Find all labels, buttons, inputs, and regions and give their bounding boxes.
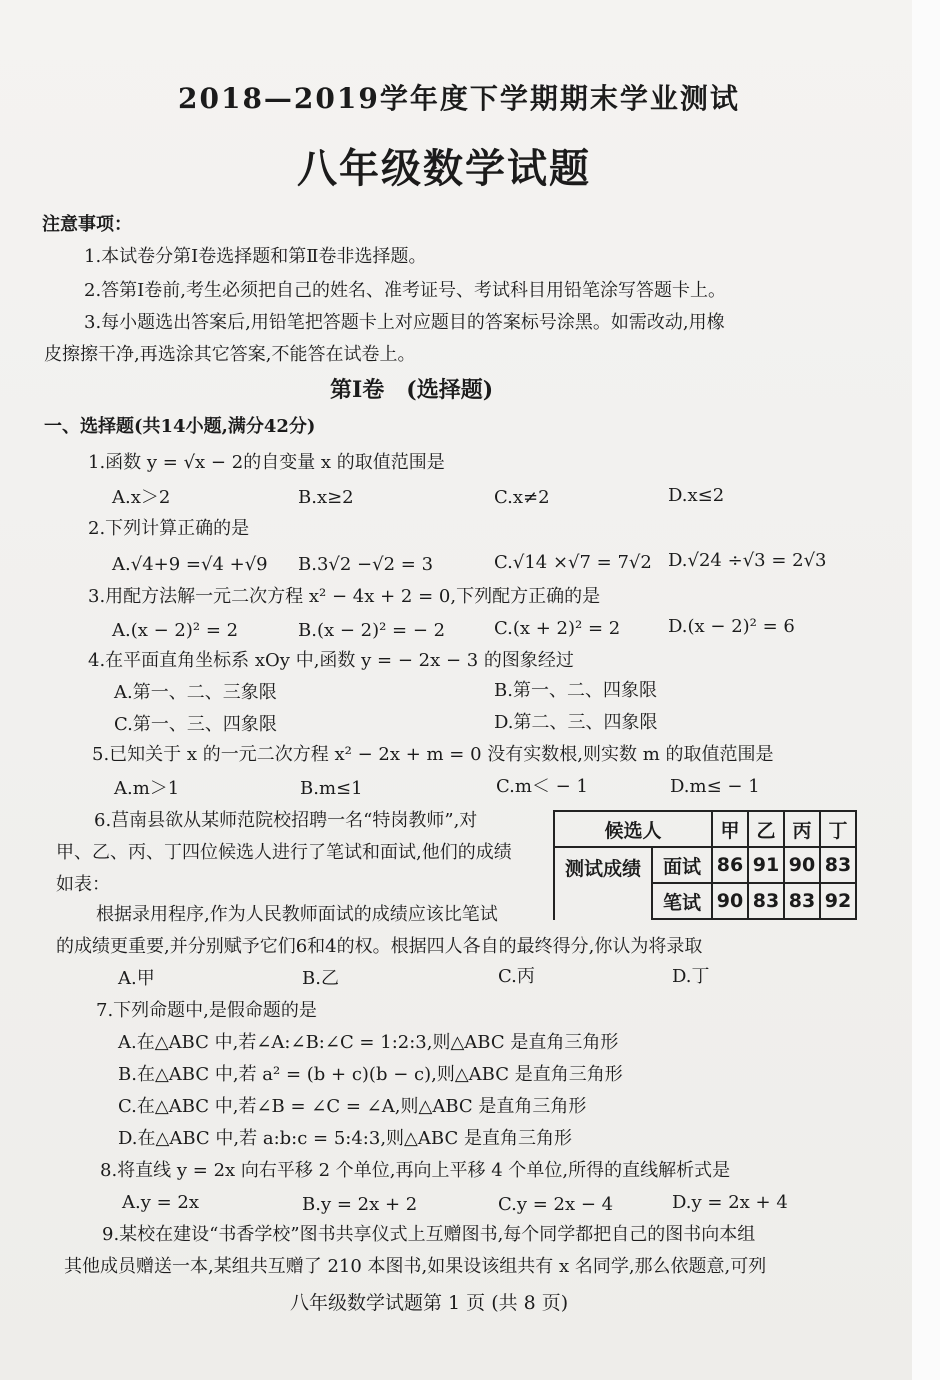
q1-option-b: B.x≥2 <box>298 487 354 508</box>
table-header-row <box>554 811 856 847</box>
table-cell: 92 <box>820 883 856 919</box>
q6-option-b: B.乙 <box>302 968 339 989</box>
q4-stem: 4.在平面直角坐标系 xOy 中,函数 y = − 2x − 3 的图象经过 <box>88 650 574 671</box>
q3-option-a: A.(x − 2)² = 2 <box>112 620 239 641</box>
table-candidate: 丁 <box>820 811 856 847</box>
q8-option-d: D.y = 2x + 4 <box>672 1192 788 1213</box>
q6-stem-line-1: 6.莒南县欲从某师范院校招聘一名“特岗教师”,对 <box>94 810 478 831</box>
q4-option-a: A.第一、二、三象限 <box>114 682 277 703</box>
q6-stem-line-3: 如表： <box>56 874 110 895</box>
q6-option-a: A.甲 <box>118 968 155 989</box>
table-cell: 83 <box>784 883 820 919</box>
table-header-label: 候选人 <box>554 811 712 847</box>
q1-option-a: A.x＞2 <box>112 487 171 508</box>
q3-stem: 3.用配方法解一元二次方程 x² − 4x + 2 = 0,下列配方正确的是 <box>88 586 601 607</box>
q5-option-a: A.m＞1 <box>114 778 180 799</box>
q6-stem-line-4: 根据录用程序,作为人民教师面试的成绩应该比笔试 <box>96 904 498 925</box>
q4-option-d: D.第二、三、四象限 <box>494 712 658 733</box>
notice-item-3: 3.每小题选出答案后,用铅笔把答题卡上对应题目的答案标号涂黑。如需改动,用橡 <box>84 312 725 333</box>
q3-option-b: B.(x − 2)² = − 2 <box>298 620 446 641</box>
table-candidate: 丙 <box>784 811 820 847</box>
q8-stem: 8.将直线 y = 2x 向右平移 2 个单位,再向上平移 4 个单位,所得的直线解析式是 <box>100 1160 731 1181</box>
notice-item-2: 2.答第Ⅰ卷前,考生必须把自己的姓名、准考证号、考试科目用铅笔涂写答题卡上。 <box>84 280 727 301</box>
q2-option-d: D.√24 ÷√3 = 2√3 <box>668 550 827 571</box>
exam-title: 2018—2019学年度下学期期末学业测试 <box>178 82 740 115</box>
notice-heading: 注意事项： <box>42 214 132 235</box>
table-candidate: 乙 <box>748 811 784 847</box>
q2-option-b: B.3√2 −√2 = 3 <box>298 554 434 575</box>
q8-option-b: B.y = 2x + 2 <box>302 1194 418 1215</box>
table-row-label: 笔试 <box>652 883 712 919</box>
q1-option-c: C.x≠2 <box>494 487 550 508</box>
page-edge <box>912 0 940 1380</box>
q8-option-c: C.y = 2x − 4 <box>498 1194 614 1215</box>
section-title: 第Ⅰ卷 (选择题) <box>330 377 494 403</box>
notice-item-1: 1.本试卷分第Ⅰ卷选择题和第Ⅱ卷非选择题。 <box>84 246 427 267</box>
q1-option-d: D.x≤2 <box>668 485 725 506</box>
q7-stem: 7.下列命题中,是假命题的是 <box>96 1000 317 1021</box>
q5-stem: 5.已知关于 x 的一元二次方程 x² − 2x + m = 0 没有实数根,则实数 m 的取值范围是 <box>92 744 774 765</box>
table-candidate: 甲 <box>712 811 748 847</box>
table-cell: 83 <box>748 883 784 919</box>
q9-stem-line-1: 9.某校在建设“书香学校”图书共享仪式上互赠图书,每个同学都把自己的图书向本组 <box>102 1224 756 1245</box>
table-cell: 86 <box>712 847 748 883</box>
q9-stem-line-2: 其他成员赠送一本,某组共互赠了 210 本图书,如果设该组共有 x 名同学,那么依题意,可列 <box>64 1256 767 1277</box>
table-row-label: 面试 <box>652 847 712 883</box>
table-cell: 90 <box>712 883 748 919</box>
q3-option-d: D.(x − 2)² = 6 <box>668 616 795 637</box>
table-row <box>554 847 856 883</box>
part-heading: 一、选择题(共14小题,满分42分) <box>44 416 316 437</box>
q6-stem-line-5: 的成绩更重要,并分别赋予它们6和4的权。根据四人各自的最终得分,你认为将录取 <box>56 936 703 957</box>
q4-option-c: C.第一、三、四象限 <box>114 714 277 735</box>
q7-option-a: A.在△ABC 中,若∠A:∠B:∠C = 1:2:3,则△ABC 是直角三角形 <box>118 1032 619 1053</box>
page-footer: 八年级数学试题第 1 页 (共 8 页) <box>290 1292 569 1314</box>
q1-stem: 1.函数 y = √x − 2的自变量 x 的取值范围是 <box>88 452 445 473</box>
notice-item-3-cont: 皮擦擦干净,再选涂其它答案,不能答在试卷上。 <box>44 344 416 365</box>
q3-option-c: C.(x + 2)² = 2 <box>494 618 621 639</box>
q5-option-b: B.m≤1 <box>300 778 363 799</box>
q6-stem-line-2: 甲、乙、丙、丁四位候选人进行了笔试和面试,他们的成绩 <box>56 842 512 863</box>
table-cell: 91 <box>748 847 784 883</box>
candidate-score-table <box>553 810 857 920</box>
q2-option-c: C.√14 ×√7 = 7√2 <box>494 552 652 573</box>
q2-stem: 2.下列计算正确的是 <box>88 518 250 539</box>
q4-option-b: B.第一、二、四象限 <box>494 680 657 701</box>
q5-option-d: D.m≤ − 1 <box>670 776 760 797</box>
exam-subtitle: 八年级数学试题 <box>297 145 591 192</box>
q6-option-d: D.丁 <box>672 966 710 987</box>
q8-option-a: A.y = 2x <box>122 1192 200 1213</box>
q7-option-b: B.在△ABC 中,若 a² = (b + c)(b − c),则△ABC 是直角三角形 <box>118 1064 623 1085</box>
q7-option-c: C.在△ABC 中,若∠B = ∠C = ∠A,则△ABC 是直角三角形 <box>118 1096 587 1117</box>
q5-option-c: C.m＜ − 1 <box>496 776 588 797</box>
table-cell: 83 <box>820 847 856 883</box>
table-cell: 90 <box>784 847 820 883</box>
q6-option-c: C.丙 <box>498 966 535 987</box>
table-group-label: 测试成绩 <box>554 847 652 919</box>
q2-option-a: A.√4+9 =√4 +√9 <box>112 554 268 575</box>
q7-option-d: D.在△ABC 中,若 a:b:c = 5:4:3,则△ABC 是直角三角形 <box>118 1128 572 1149</box>
